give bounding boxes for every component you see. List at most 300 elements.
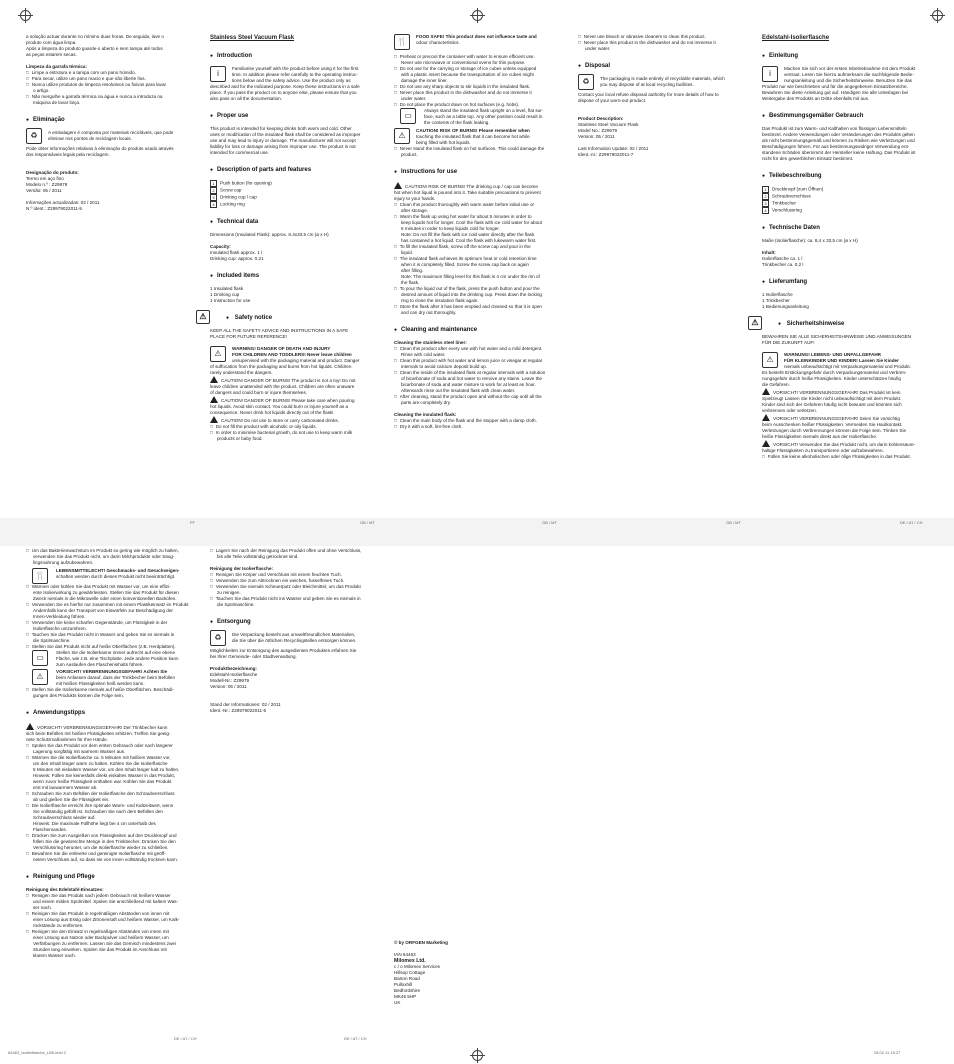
text-line: hot when hot liquid is poured into it. Take suitable precautions to prevent	[394, 190, 541, 195]
column-de-intro	[751, 34, 922, 460]
list-item: o artigo.	[33, 88, 50, 93]
text-line: Möglichkeiten zur Entsorgung des ausgedienten Produktes erfahren Sie	[210, 648, 357, 653]
section-title-lieferumfang: ● Lieferumfang	[762, 278, 922, 286]
text-line: Trinkbecher ca. 0,2 l	[762, 262, 804, 267]
text-line: Die Verpackung besteht aus umweltfreundlichen Materialien,	[232, 632, 356, 637]
list-item: □ Tauchen Sie das Produkt nicht ins Wasser und geben Sie es niemals in	[210, 596, 378, 602]
info-icon: i	[210, 66, 226, 82]
text-line: WARNUNG! LEBENS- UND UNFALLGEFAHR	[784, 352, 881, 357]
text-line: zum Auslaufen des Flascheninhalts führen.	[56, 662, 144, 667]
text-line: Innen-Verkleidung führen.	[33, 614, 86, 619]
column-gb-use	[394, 34, 554, 430]
list-item: □ Never stand the insulated flask on hot surfaces. This could damage the	[394, 146, 554, 152]
list-item: □ Limpe a estrutura e a tampa com um pano húmido.	[26, 70, 186, 76]
food-safe-icon: 🍴	[32, 568, 48, 584]
section-title-entsorgung: ● Entsorgung	[210, 618, 378, 626]
text-line: eliminar nos pontos de reciclagem locais.	[48, 136, 133, 141]
text-line: als nicht bestimmungsgemäß und können zu Risiken wie Verletzungen und	[762, 138, 915, 143]
text-line: Hinweis: Die maximale Füllhöhe liegt bei 4 cm unterhalb des	[33, 821, 156, 826]
text-line: Familiarise yourself with the product before using it for the first	[232, 66, 359, 71]
text-line: PLACE FOR FUTURE REFERENCE!	[210, 334, 287, 339]
text-line: KEEP ALL THE SAFETY ADVICE AND INSTRUCTIONS IN A SAFE	[210, 328, 349, 333]
list-item: □ Spülen Sie das Produkt vor dem ersten Gebrauch oder nach längerer	[26, 743, 194, 749]
text-line: heiße Flüssigkeiten niemals direkt aus der Isolierflasche.	[762, 434, 878, 439]
text-line: Pode obter informações relativas à eliminação do produto usado através	[26, 146, 174, 151]
part-item: 2 Screw cap	[210, 187, 370, 194]
text-line: Bewahren Sie diese Anleitung gut auf. Händigen Sie alle Unterlagen bei	[762, 90, 909, 95]
section-title-reinigung: ● Reinigung und Pflege	[26, 873, 194, 881]
text-line: 1 Isolierflasche	[762, 292, 793, 297]
list-item: □ Store the flask after it has been emptied and cleaned so that it is open	[394, 304, 554, 310]
text-line: damage the inner liner.	[401, 78, 448, 83]
text-line: gungen des Produkts können die Folge sein.	[33, 693, 124, 698]
section-title-parts: ● Description of parts and features	[210, 166, 370, 174]
list-item: □ Clean this product after every use with hot water and a mild detergent.	[394, 346, 554, 352]
column-gb-disposal	[578, 34, 738, 158]
text-line: Stellen Sie die Isolierkanne immer aufrecht auf eine ebene	[56, 650, 175, 655]
list-item: □ Bewahren Sie die entleerte und gereinigte Isolierflasche mit geöff-	[26, 851, 194, 857]
text-line: mit heißen Flüssigkeiten heiß werden kann.	[56, 681, 145, 686]
text-line: place. If you pass the product on to anyone else, please ensure that you	[210, 90, 357, 95]
text-line: intervals to avoid calcium deposit build up.	[401, 364, 488, 369]
text-line: Modelo n.º : Z29979	[26, 182, 68, 187]
hot-surface-warning-icon: ⚠	[394, 128, 410, 144]
text-line: Edelstahl-Isolierflasche	[210, 672, 258, 677]
address-line: c / o Milomex Services	[394, 964, 440, 969]
text-line: dos responsáveis legais pela reciclagem.	[26, 152, 110, 157]
product-title: Designação do produto:	[26, 170, 79, 175]
text-line: Zweck niemals in die Mikrowelle oder einen konventionellen Backofen.	[33, 596, 177, 601]
text-line: 1 Drinking cup	[210, 292, 240, 297]
text-line: being filled with hot liquids.	[416, 140, 471, 145]
text-line: of dangers and could burn or injure themselves.	[210, 390, 308, 395]
text-line: the contents of the flask leaking.	[424, 120, 490, 125]
text-line: haltige Flüssigkeiten zu transportieren oder aufzubewahren.	[762, 448, 884, 453]
list-item: □ To fill the insulated flask, screw off the screw cap and pour in the	[394, 244, 554, 250]
text-line: use and may lead to injury or damage. The manufacturer will not accept	[210, 138, 356, 143]
list-item: □ Verwenden Sie niemals Scheuerputz oder Bleichmittel, um das Produkt	[210, 584, 378, 590]
part-item: 1 Druckknopf (zum Öffnen)	[762, 186, 922, 193]
text-line: described and for the indicated purpose. Keep these instructions in a safe	[210, 84, 360, 89]
text-line: und einem milden Spülmittel. Spülen Sie anschließend mit kaltem Was-	[33, 899, 179, 904]
list-item: □ Reinigen Sie das Produkt nach jedem Gebrauch mit heißem Wasser	[26, 893, 194, 899]
section-subtitle: Cleaning the stainless steel liner:	[394, 340, 467, 345]
level-surface-icon: ▭	[32, 650, 48, 666]
print-timestamp: 28.02.11 15:27	[874, 1050, 901, 1055]
text-line: Dimensions (Insulated Flask): approx. 8.4x33.5 cm (ø x H)	[210, 232, 329, 237]
text-line: bei Ihrer Gemeinde- oder Stadtverwaltung.	[210, 654, 297, 659]
text-line: A embalagem é composta por materiais recicláveis, que pode	[48, 130, 174, 135]
list-item: □ Schrauben Sie zum Befüllen der Isolierflasche den Schraubverschluss	[26, 791, 194, 797]
text-line: beim Ausschenken heißer Flüssigkeiten. Vermeiden Sie Hautkontakt.	[762, 422, 903, 427]
text-line: erst mit lauwarmem Wasser ab.	[33, 785, 98, 790]
text-line: touching the insulated flask that it can become hot while	[416, 134, 530, 139]
text-line: standene Schäden übernimmt der Hersteller keine Haftung. Das Produkt ist	[762, 150, 916, 155]
section-title-technische-daten: ● Technische Daten	[762, 224, 922, 232]
info-icon: i	[762, 66, 778, 82]
text-line: Versão: 05 / 2011	[26, 188, 62, 193]
list-item: □ In order to minimise bacterial growth, do not use to keep warm milk	[210, 430, 370, 436]
text-line: Spielzeug! Lassen Sie Kinder nicht unbeaufsichtigt mit dem Produkt.	[762, 396, 902, 401]
list-item: □ Never use bleach or abrasive cleaners to clean this product.	[578, 34, 738, 40]
list-item: □ Verwenden Sie keine scharfen Gegenstände, um Flüssigkeit in der	[26, 620, 194, 626]
text-line: Hinweis: Füllen Sie keinesfalls direkt eiskaltes Wasser in das Produkt,	[33, 773, 176, 778]
text-line: rückstände zu entfernen.	[33, 923, 84, 928]
text-line: die Sie über die örtlichen Recyclingstellen entsorgen können.	[232, 638, 357, 643]
section-title-cleaning: ● Cleaning and maintenance	[394, 326, 554, 334]
text-line: bis alle Teile vollständig getrocknet sind.	[217, 554, 299, 559]
section-title-einleitung: ● Einleitung	[762, 52, 922, 60]
text-line: desired amount of liquid into the drinking cup. Press down the locking	[401, 292, 542, 297]
text-line: Kinder sind sich der Gefahren häufig nicht bewusst und könnten sich	[762, 402, 902, 407]
text-line: klarem Wasser nach.	[33, 953, 76, 958]
text-line: verwenden Sie das Produkt nicht, um darin Milchprodukte oder Säug-	[33, 554, 175, 559]
section-title-sicherheit: ● ⚠ Sicherheitshinweise	[762, 320, 922, 328]
text-line: CAUTION! RISK OF BURNS! The drinking cup / cap can become	[394, 182, 554, 190]
address-line: MK45 5HP	[394, 994, 417, 999]
text-line: has contained a hot liquid. Cool the flask with lukewarm water first.	[401, 238, 537, 243]
text-line: VORSICHT! VERBRENNUNGSGEFAHR! Seien Sie vorsichtig	[762, 414, 922, 422]
text-line: This product is intended for keeping drinks both warm and cold. Other	[210, 126, 352, 131]
text-line: Weitergabe des Produkts an Dritte ebenfalls mit aus.	[762, 96, 870, 101]
text-line: schaften werden durch dieses Produkt nicht beeinträchtigt.	[56, 574, 176, 579]
text-line: vertraut. Lesen Sie hierzu aufmerksam die nachfolgende Bedie-	[784, 72, 914, 77]
text-line: bicarbonate of soda and water mixture to work for at least an hour.	[401, 382, 536, 387]
text-line: Informações actualizadas: 02 / 2011	[26, 200, 100, 205]
section-title-instructions: ● Instructions for use	[394, 168, 554, 176]
recycle-icon: ♻	[26, 128, 42, 144]
text-line: Isolierflasche umzurühren.	[33, 626, 87, 631]
text-line: 5 minutes in order to keep liquids cold for longer.	[401, 226, 500, 231]
text-line: bestimmt. Andere Verwendungen oder Veränderungen des Produkts gelten	[762, 132, 915, 137]
text-line: odour characteristics.	[416, 40, 460, 45]
text-line: 5 Minuten mit eiskaltem Wasser vor, um den Inhalt länger kalt zu halten.	[33, 767, 180, 772]
text-line: wenn zuvor heiße Flüssigkeit enthalten war. Kühlen Sie das Produkt	[33, 779, 172, 784]
text-line: Stainless Steel Vacuum Flask	[578, 122, 639, 127]
list-item: □ Clean the inside of the insulated flask at regular intervals with a solution	[394, 370, 554, 376]
text-line: under water.	[585, 46, 611, 51]
text-line: Insulated flask approx. 1 l	[210, 250, 263, 255]
text-line: face, such as a table top. Any other position could result in	[424, 114, 543, 119]
list-item: □ Clean the main body of the flask and the stopper with a damp cloth.	[394, 418, 554, 424]
list-item: □ Nunca utilize produtos de limpeza resolutivos ou fixivos para lavar	[26, 82, 186, 88]
text-line: Termo em aço fino	[26, 176, 64, 181]
text-line: you may dispose of at local recycling facilities.	[600, 82, 694, 87]
recycle-icon: ♻	[578, 74, 594, 90]
list-item: □ Never place this product in the dishwasher and do not immerse it	[578, 40, 738, 46]
text-line: product.	[401, 152, 418, 157]
text-line: Rinse with cold water.	[401, 352, 446, 357]
text-line: ring to close the insulation flask again.	[401, 298, 479, 303]
list-item: □ Lagern Sie nach der Reinigung das Produkt offen und ohne Verschluss,	[210, 548, 378, 554]
part-item: 4 Locking ring	[210, 201, 370, 208]
text-line: uses or modification of the insulated flask shall be considered as improper	[210, 132, 361, 137]
text-line: Capacity:	[210, 244, 231, 249]
text-line: sich beim Befüllen mit heißen Flüssigkeiten erhitzen. Treffen Sie geeig-	[26, 731, 171, 736]
address-line: Bedfordshire	[394, 988, 421, 993]
warning-icon: ● ⚠	[196, 310, 210, 324]
text-line: um den Inhalt länger warm zu halten. Kühlen Sie die Isolierflasche	[33, 761, 168, 766]
text-line: zu reinigen.	[217, 590, 241, 595]
text-line: when it is completely filled. Screw the screw cap back on again	[401, 262, 529, 267]
registration-mark-top-right	[932, 10, 943, 21]
list-item: □ Não mergulhe a garrafa térmica na água e nunca a introduza na	[26, 94, 186, 100]
text-line: unsupervised with the packaging material and product. Danger	[232, 358, 360, 363]
list-item: □ After cleaning, stand the product open and without the cap until all the	[394, 394, 554, 400]
list-item: □ Die Isolierflasche erreicht ihre optimale Warm- und Kaltzeitwert, wenn	[26, 803, 194, 809]
column-de-disposal	[210, 548, 378, 714]
text-line: N.º ident.: Z29979022011-5	[26, 206, 82, 211]
text-line: nicht für den gewerblichen Einsatz bestimmt.	[762, 156, 854, 161]
text-line: FOOD SAFE! This product does not influence taste and	[416, 34, 537, 39]
text-line: keep liquids hot for longer. Cool the flask with ice cold water for about	[401, 220, 542, 225]
list-item: □ Do not fill the product with alcoholic or oily liquids.	[210, 424, 370, 430]
list-item: máquina de lavar loiça.	[33, 100, 81, 105]
text-line: Last Information Update: 02 / 2011	[578, 146, 649, 151]
text-line: The packaging is made entirely of recyclable materials, which	[600, 76, 725, 81]
text-line: Verletzungen durch Verbrennungen können die Folge sein. Trinken Sie	[762, 428, 907, 433]
section-subtitle: Reinigung des Edelstahl-Einsatzes:	[26, 887, 104, 892]
text-line: a solução actuar durante no mínimo duas horas. De seguida, lave o	[26, 34, 164, 39]
list-item: □ Do not use for the carrying or storage of ice cubes unless equipped	[394, 66, 554, 72]
address-line: Hillsop Cottage	[394, 970, 426, 975]
hot-surface-warning-icon: ⚠	[32, 669, 48, 685]
print-slug: 64463_Isolierflasche_LB5.indd 2	[8, 1050, 67, 1055]
text-line: rarely understand the dangers.	[210, 370, 273, 375]
column-de-use	[26, 548, 194, 959]
text-line: die Gefahren.	[762, 382, 790, 387]
text-line: Das Produkt ist zum Warm- und Kalthalten von flüssigen Lebensmitteln	[762, 126, 907, 131]
text-line: the flask.	[401, 280, 420, 285]
text-line: netem Verschluss auf, so dass sie von innen vollständig trocknen kann.	[33, 857, 179, 862]
section-title-teile: ● Teilebeschreibung	[762, 172, 922, 180]
list-item: □ Preheat or precool the container with water to ensure efficient use.	[394, 54, 554, 60]
list-item: □ To pour the liquid out of the flask, press the push button and pour the	[394, 286, 554, 292]
part-item: 2 Schraubverschluss	[762, 193, 922, 200]
text-line: Verfärbungen zu entfernen. Lassen Sie das Gemisch mindestens zwei	[33, 941, 176, 946]
text-line: Andernfalls kann der Transport von Eiswürfeln zur Beschädigung der	[33, 608, 173, 613]
text-line: Contact your local refuse disposal authority for more details of how to	[578, 92, 719, 97]
ian-number: IAN 64463	[394, 952, 416, 957]
text-line: produto com água limpa.	[26, 40, 77, 45]
text-line: FOR CHILDREN AND TODDLERS! Never leave children	[232, 352, 352, 357]
text-line: Sie vollständig gefüllt ist. Schrauben Sie nach dem Befüllen den	[33, 809, 163, 814]
text-line: Es besteht Erstickungsgefahr durch Verpackungsmaterial und Verbren-	[762, 370, 907, 375]
text-line: consequence. Never drink hot liquids directly out of the flask!	[210, 410, 334, 415]
warning-icon: ● ⚠	[748, 316, 762, 330]
list-item: □ Wärmen oder kühlen Sie das Produkt mit Wasser vor, um eine effizi-	[26, 584, 194, 590]
text-line: Note: The maximum filling level for this flask is 4 cm under the rim of	[401, 274, 540, 279]
part-item: 1 Push button (for opening)	[210, 180, 370, 187]
list-item: □ Para secar, utilize um pano macio e que não liberte fios.	[26, 76, 186, 82]
text-line: FÜR DIE ZUKUNFT AUF!	[762, 340, 815, 345]
text-line: of bicarbonate of soda and hot water to remove any stains. Leave the	[401, 376, 542, 381]
manual-title-de: Edelstahl-Isolierflasche	[762, 35, 830, 41]
registration-mark-bottom-center	[472, 1050, 483, 1061]
text-line: Maße (Isolierflasche): ca. 8,4 x 33,5 cm (ø x H)	[762, 238, 858, 243]
column-address	[394, 940, 554, 1006]
section-title-disposal: ● Eliminação	[26, 116, 186, 124]
brand-line: © by ORFGEN Marketing	[394, 940, 448, 945]
list-item: □ Reinigen Sie das Produkt in regelmäßigen Abständen von innen mit	[26, 911, 194, 917]
text-line: Stand der Informationen: 02 / 2011	[210, 702, 281, 707]
part-item: 4 Verschlussring	[762, 207, 922, 214]
address-line: Barton Road	[394, 976, 420, 981]
page-footer: GB / MT	[726, 520, 741, 525]
text-line: ab und gießen Sie die Flüssigkeit ein.	[33, 797, 110, 802]
text-line: VORSICHT! VERBRENNUNGSGEFAHR! Das Produkt ist kein	[762, 388, 922, 396]
text-line: dispose of your worn-out product.	[578, 98, 647, 103]
text-line: tions below and the safety advice. Use the product only as	[232, 78, 351, 83]
text-line: nungsgefahr durch heiße Flüssigkeiten. Kinder unterschätzen häufig	[762, 376, 901, 381]
text-line: CAUTION! RISK OF BURNS! Please remember when	[416, 128, 530, 133]
text-line: CAUTION! DANGER OF BURNS! The product is not a toy! Do not	[210, 376, 370, 384]
text-line: leave children unattended with the product. Children are often unaware	[210, 384, 355, 389]
text-line: verbrennen oder verletzen.	[762, 408, 817, 413]
list-item: □ Dry it with a soft, lint-free cloth.	[394, 424, 554, 430]
list-item: □ Warm the flask up using hot water for about 5 minutes in order to	[394, 214, 554, 220]
text-line: Fläche, wie z.B. eine Tischplatte. Jede andere Position kann	[56, 656, 179, 661]
text-line: Após a limpeza do produto guarde-o aberto e sem tampa até todos	[26, 46, 163, 51]
text-line: Always stand the insulated flask upright on a level, flat sur-	[424, 108, 544, 113]
text-line: Flaschenrandes.	[33, 827, 67, 832]
text-line: products or baby food.	[217, 436, 263, 441]
food-safe-icon: 🍴	[394, 34, 410, 50]
text-line: Note: Do not fill the flask with ice cold water directly after the flask	[401, 232, 535, 237]
text-line: niemals unbeaufsichtigt mit Verpackungsmaterial und Produkt.	[784, 364, 911, 369]
list-item: □ Füllen Sie keine alkoholischen oder ölige Flüssigkeiten in das Produkt.	[762, 454, 922, 460]
child-warning-icon: ⚠	[762, 352, 778, 368]
text-line: Schraubverschluss wieder auf.	[33, 815, 96, 820]
text-line: hot liquids. Avoid skin contact. You could burn or injure yourself as a	[210, 404, 349, 409]
section-title-safety: ● ⚠ Safety notice	[210, 314, 370, 322]
text-line: einer Lösung aus Natron oder Backpulver und heißem Wasser, um	[33, 935, 169, 940]
text-line: Ident.-nr.: Z29979022011-7	[578, 152, 634, 157]
text-line: 1 Instruction for use	[210, 298, 251, 303]
registration-mark-top-left	[20, 10, 31, 21]
text-line: and can dry out thoroughly.	[401, 310, 457, 315]
column-pt	[26, 34, 186, 212]
list-item: □ Clean this product with hot water and lemon juice or vinegar at regular	[394, 358, 554, 364]
text-line: nete Schutzmaßnahmen für Ihre Hände.	[26, 737, 108, 742]
address-line: UK	[394, 1000, 401, 1005]
list-item: □ Drücken Sie zum Ausgießen von Flüssigkeiten auf den Druckknopf und	[26, 833, 194, 839]
section-title-introduction: ● Introduction	[210, 52, 370, 60]
text-line: time. In addition please refer carefully to the operating instruc-	[232, 72, 358, 77]
text-line: under water.	[401, 96, 427, 101]
list-item: □ Um das Bakterienwachstum im Produkt so gering wie möglich zu halten,	[26, 548, 194, 554]
text-line: Version: 05 / 2011	[578, 134, 615, 139]
text-line: nungsanleitung und die Sicherheitshinweise. Benutzen Sie das	[784, 78, 912, 83]
section-title-disposal: ● Disposal	[578, 62, 738, 70]
list-item: □ Verwenden Sie zum Abtrocknen ein weiches, fusselfreies Tuch.	[210, 578, 378, 584]
part-item: 3 Drinking cup / cap	[210, 194, 370, 201]
text-line: liability for loss or damage arising from improper use. The product is not	[210, 144, 356, 149]
text-line: ente Isolierwirkung zu gewährleisten. Stellen Sie das Produkt für diesen	[33, 590, 179, 595]
page-footer: PT	[190, 520, 196, 525]
list-item: □ Tauchen Sie das Produkt nicht in Wasser und geben Sie es niemals in	[26, 632, 194, 638]
list-item: □ Do not use any sharp objects to stir liquids in the insulated flask.	[394, 84, 554, 90]
text-line: after storage.	[401, 208, 429, 213]
text-line: Isolierflasche ca. 1 l	[762, 256, 803, 261]
sheet-gap	[0, 518, 954, 546]
text-line: also pass on all the documentation.	[210, 96, 283, 101]
section-subtitle: Reinigung der Isolierflasche:	[210, 566, 274, 571]
text-line: VORSICHT! VERBRENNUNGSGEFAHR! Der Trinkbecher kann	[26, 723, 194, 731]
section-title-anwendungstipps: ● Anwendungstipps	[26, 709, 194, 717]
text-line: Machen Sie sich vor der ersten Inbetriebnahme mit dem Produkt	[784, 66, 916, 71]
text-line: Drinking cup: approx. 0.21	[210, 256, 264, 261]
text-line: 1 Trinkbecher	[762, 298, 790, 303]
text-line: Version: 05 / 2011	[210, 684, 247, 689]
section-subtitle: Cleaning the insulated flask:	[394, 412, 457, 417]
text-line: CAUTION! DANGER OF BURNS! Please take care when pouring	[210, 396, 370, 404]
text-line: VORSICHT! VERBRENNUNGSGEFAHR! Achten Sie	[56, 669, 168, 674]
page-footer: DE / AT / CH	[344, 1036, 367, 1041]
text-line: as peças estarem secas.	[26, 52, 77, 57]
page-footer: DE / AT / CH	[174, 1036, 197, 1041]
text-line: WARNING! DANGER OF DEATH AND INJURY	[232, 346, 331, 351]
section-title-included: ● Included items	[210, 272, 370, 280]
list-item: □ Never place this product in the dishwasher and do not immerse it	[394, 90, 554, 96]
text-line: Stunden lang einwirken. Spülen Sie das Produkt im Anschluss mit	[33, 947, 167, 952]
text-line: füllen Sie die gewünschte Menge in den Trinkbecher. Drücken Sie den	[33, 839, 176, 844]
text-line: Afterwards rinse out the insulated flask with clean water.	[401, 388, 516, 393]
text-line: Modell-Nr.: Z29979	[210, 678, 250, 683]
text-line: ser nach.	[33, 905, 52, 910]
page-footer: DE / AT / CH	[900, 520, 923, 525]
text-line: VORSICHT! Verwenden Sie das Produkt nicht, um darin kohlensäure-	[762, 440, 922, 448]
text-line: lingsnahrung aufzubewahren.	[33, 560, 94, 565]
list-item: □ Stellen Sie die Isolierkanne niemals auf heiße Oberflächen. Beschädi-	[26, 687, 194, 693]
text-line: injury to your hands.	[394, 196, 436, 201]
text-line: die Spülmaschine.	[217, 602, 255, 607]
text-line: BEWAHREN SIE ALLE SICHERHEITSHINWEISE UND ANWEISUNGEN	[762, 334, 912, 339]
text-line: liquid.	[401, 250, 414, 255]
text-line: einer Lösung aus Essig oder Zitronensaft und heißem Wasser, um Kalk-	[33, 917, 180, 922]
text-line: of suffocation from the packaging and burns from hot liquids. Children	[210, 364, 352, 369]
recycle-icon: ♻	[210, 630, 226, 646]
product-title: Produktbezeichnung:	[210, 666, 257, 671]
list-item: □ Verwenden Sie es hierfür nur zusammen mit einem Plastikeinsatz im Produkt	[26, 602, 194, 608]
text-line: FÜR KLEINKINDER UND KINDER! Lassen Sie Kinder	[784, 358, 899, 363]
manual-title-en: Stainless Steel Vacuum Flask	[210, 35, 295, 41]
text-line: LEBENSMITTELECHT! Geschmacks- und Geruchseigen-	[56, 568, 180, 573]
text-line: CAUTION! Do not use to store or carry carbonated drinks.	[210, 416, 370, 424]
text-line: 1 Bedienungsanleitung	[762, 304, 809, 309]
page-footer: GB / MT	[542, 520, 557, 525]
list-item: □ Wärmen Sie die Isolierflasche ca. 5 Minuten mit heißem Wasser vor,	[26, 755, 194, 761]
text-line: Beschädigungen führen. Für aus bestimmungswidriger Verwendung ent-	[762, 144, 910, 149]
text-line: Inhalt:	[762, 250, 776, 255]
address-line: Pulloxhill	[394, 982, 413, 987]
section-title-technical: ● Technical data	[210, 218, 370, 226]
part-item: 3 Trinkbecher	[762, 200, 922, 207]
child-warning-icon: ⚠	[210, 346, 226, 362]
text-line: after filling.	[401, 268, 424, 273]
column-gb-intro	[199, 34, 370, 442]
list-item: □ Reinigen Sie den Einsatz in regelmäßigen Abständen von innen mit	[26, 929, 194, 935]
text-line: Lagerung sorgfältig mit warmem Wasser aus.	[33, 749, 126, 754]
list-item: □ The insulated flask achieves its optimum heat or cold retention time	[394, 256, 554, 262]
list-item: □ Clean this product thoroughly with warm water before initial use or	[394, 202, 554, 208]
text-line: Never use microwave or conventional ovens for this purpose.	[401, 60, 526, 65]
registration-mark-top-center	[472, 10, 483, 21]
text-line: Model No.: Z29979	[578, 128, 618, 133]
product-title: Product Description:	[578, 116, 624, 121]
section-subtitle: Limpeza da garrafa térmica:	[26, 64, 88, 69]
text-line: intended for commercial use.	[210, 150, 269, 155]
